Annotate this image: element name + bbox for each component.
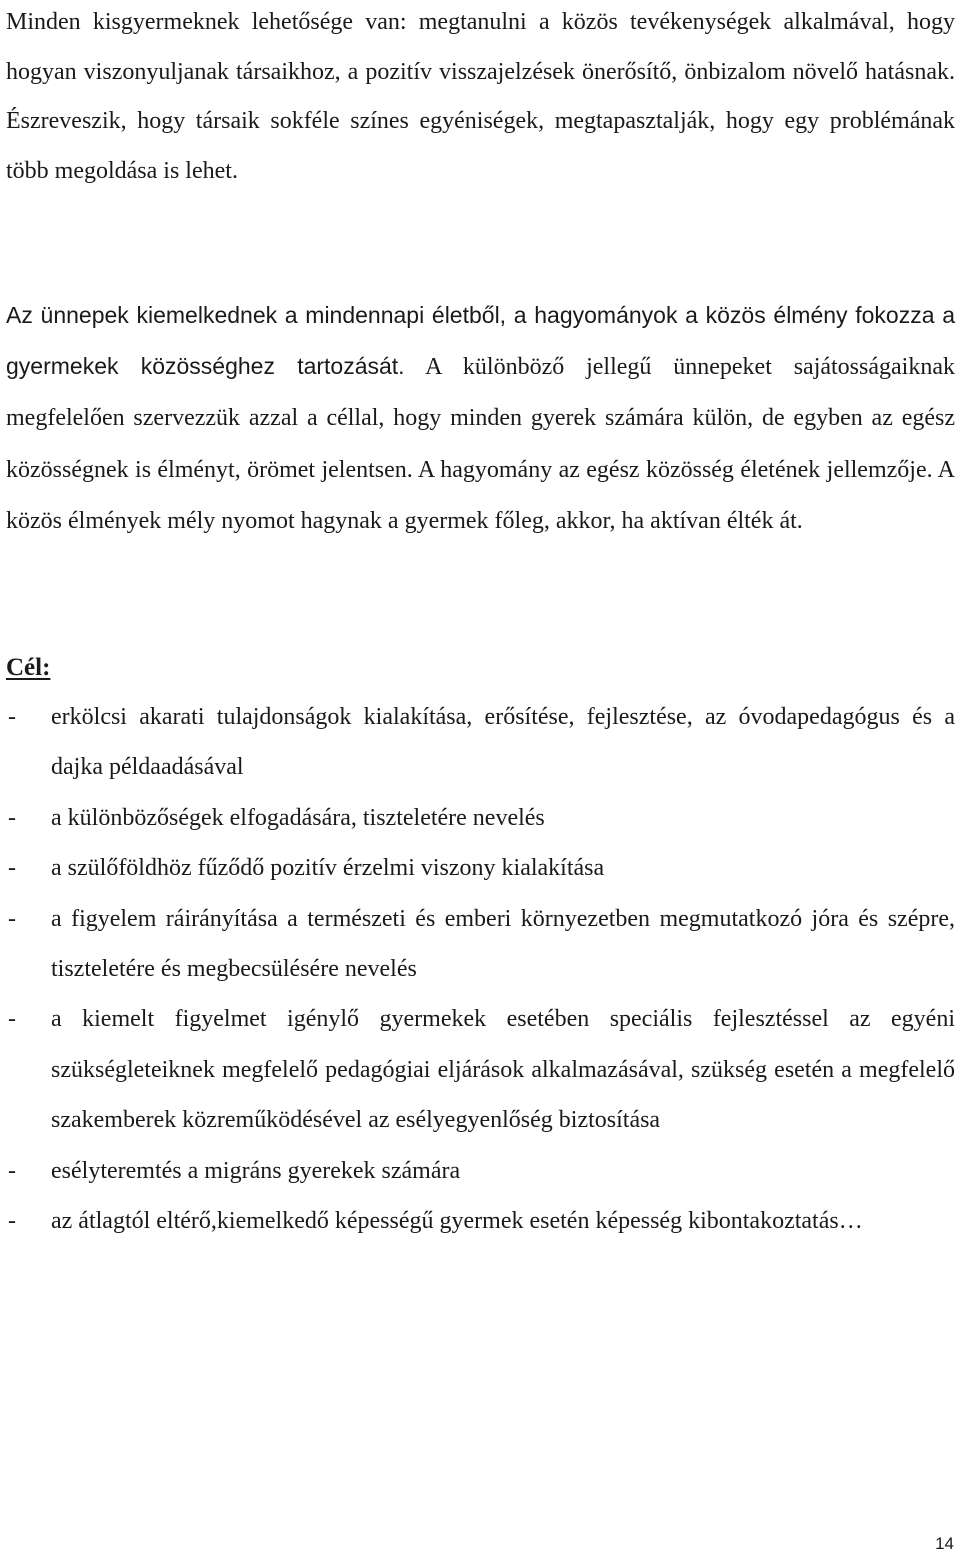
list-dash: -	[8, 855, 16, 882]
list-dash: -	[8, 905, 16, 932]
goal-item-text: erkölcsi akarati tulajdonságok kialakítása, erősítése, fejlesztése, az óvodapedagógus és a dajka példaadásával	[51, 704, 955, 781]
list-dash: -	[8, 804, 16, 831]
goals-list	[6, 692, 955, 1246]
goal-item	[6, 1146, 955, 1196]
goal-item	[6, 843, 955, 893]
goal-item-text: a kiemelt figyelmet igénylő gyermekek esetében speciális fejlesztéssel az egyéni szükségleteiknek megfelelő pedagógiai eljárások alkalmazásával, szükség esetén a megfelelő szakemberek közreműködésével az esélyegyenlőség biztosítása	[51, 1006, 955, 1134]
paragraph-social-learning: Minden kisgyermeknek lehetősége van: megtanulni a közös tevékenységek alkalmával, hogy hogyan viszonyuljanak társaikhoz, a pozitív visszajelzések önerősítő, önbizalom növelő hatásnak. Észreveszik, hogy társaik sokféle színes egyéniségek, megtapasztalják, hogy egy problémának több megoldása is lehet.	[6, 9, 955, 184]
goal-item-text: esélyteremtés a migráns gyerekek számára	[51, 1157, 461, 1184]
goal-item-text: a különbözőségek elfogadására, tiszteletére nevelés	[51, 804, 545, 831]
paragraph-celebrations-sans-text: Az ünnepek kiemelkednek a mindennapi életből, a hagyományok a közös élmény fokozza a gyermekek közösséghez tartozását.	[6, 302, 955, 379]
goals-heading: Cél:	[6, 654, 51, 681]
list-dash: -	[8, 1208, 16, 1235]
paragraph-celebrations	[6, 290, 955, 547]
goal-item-text: az átlagtól eltérő,kiemelkedő képességű gyermek esetén képesség kibontakoztatás…	[51, 1208, 863, 1235]
goal-item	[6, 692, 955, 793]
goal-item	[6, 894, 955, 995]
page-number: 14	[935, 1534, 954, 1553]
list-dash: -	[8, 1157, 16, 1184]
goal-item-text: a figyelem ráirányítása a természeti és emberi környezetben megmutatkozó jóra és szépre, tiszteletére és megbecsülésére nevelés	[51, 905, 955, 983]
goal-item	[6, 994, 955, 1145]
list-dash: -	[8, 704, 16, 730]
list-dash: -	[8, 1006, 16, 1033]
goal-item	[6, 793, 955, 843]
goal-item	[6, 1196, 955, 1246]
paragraph-celebrations-serif-text: A különböző jellegű ünnepeket sajátosságaiknak megfelelően szervezzük azzal a céllal, hogy minden gyerek számára külön, de egyben az egész közösségnek is élményt, örömet jelentsen. A hagyomány az egész közösség életének jellemzője. A közös élmények mély nyomot hagynak a gyermek főleg, akkor, ha aktívan élték át.	[6, 353, 955, 534]
goal-item-text: a szülőföldhöz fűződő pozitív érzelmi viszony kialakítása	[51, 855, 605, 882]
